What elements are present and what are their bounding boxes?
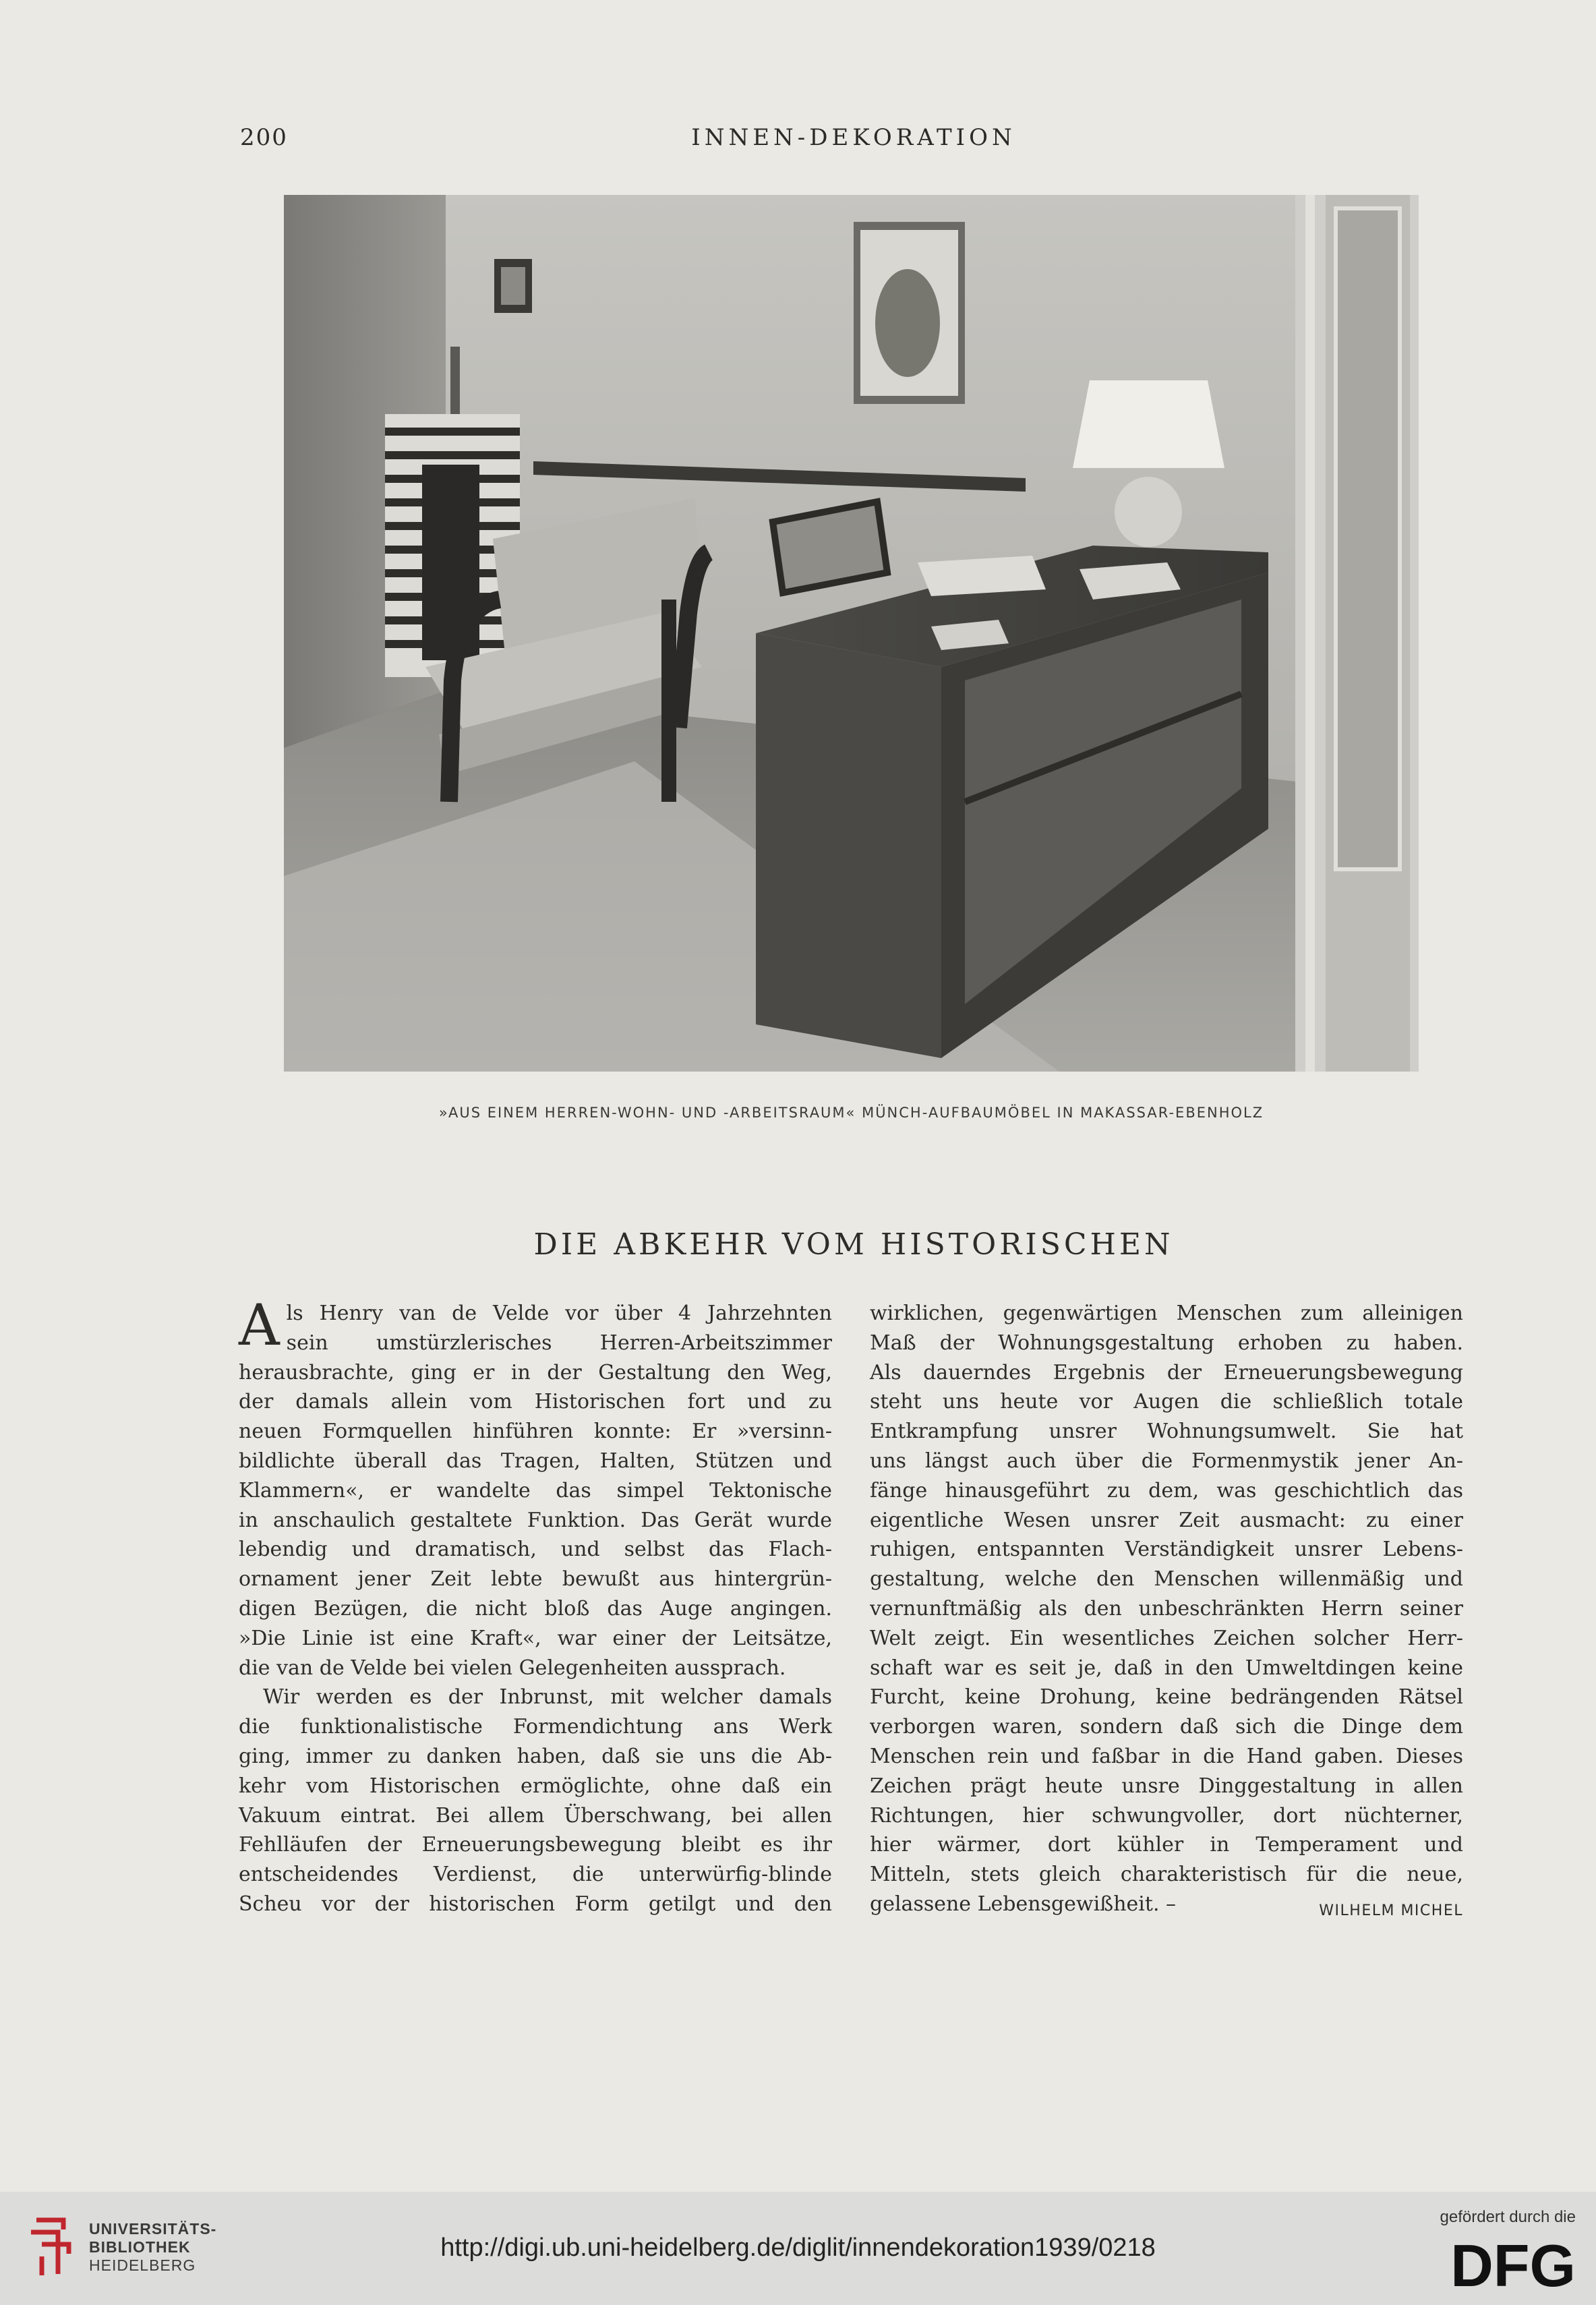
text-line: hier wärmer, dort kühler in Temperament und (870, 1833, 1463, 1857)
text-line: ornament jener Zeit lebte bewußt aus hintergrün- (239, 1567, 832, 1592)
text-line: ls Henry van de Velde vor über 4 Jahrzehnten (286, 1302, 832, 1325)
article-column-left (239, 1292, 832, 1919)
text-line: lebendig und dramatisch, und selbst das Flach- (239, 1538, 832, 1562)
text-line: Als dauerndes Ergebnis der Erneuerungsbewegung (870, 1360, 1463, 1384)
text-line: steht uns heute vor Augen die schließlich totale (870, 1390, 1463, 1414)
text-line: fänge hinausgeführt zu dem, was geschichtlich das (870, 1478, 1463, 1502)
text-line: gestaltung, welche den Menschen willenmäßig und (870, 1567, 1463, 1592)
text-line: eigentliche Wesen unsrer Zeit ausmacht: zu einer (870, 1508, 1463, 1532)
running-head (240, 124, 1467, 158)
text-line: bildlichte überall das Tragen, Halten, Stützen und (239, 1449, 832, 1473)
text-line: Maß der Wohnungsgestaltung erhoben zu haben. (870, 1331, 1463, 1355)
text-line: neuen Formquellen hinführen konnte: Er »versinn- (239, 1420, 832, 1444)
article-title: DIE ABKEHR VOM HISTORISCHEN (533, 1227, 1174, 1262)
text-line: Welt zeigt. Ein wesentliches Zeichen solcher Herr- (870, 1626, 1463, 1650)
text-line: schaft war es seit je, daß in den Umweltdingen keine (870, 1656, 1463, 1680)
text-line: uns längst auch über die Formenmystik jener An- (870, 1449, 1463, 1473)
page-number: 200 (240, 124, 288, 151)
text-line: vernunftmäßig als den unbeschränkten Herrn seiner (870, 1596, 1463, 1621)
text-line: digen Bezügen, die nicht bloß das Auge angingen. (239, 1596, 832, 1621)
text-line: kehr vom Historischen ermöglichte, ohne daß ein (239, 1774, 832, 1798)
text-line: »Die Linie ist eine Kraft«, war einer der Leitsätze, (239, 1626, 832, 1650)
dfg-logo-icon (1421, 2238, 1576, 2292)
text-line: Wir werden es der Inbrunst, mit welcher damals (263, 1685, 832, 1710)
text-line: entscheidendes Verdienst, die unterwürfig-blinde (239, 1863, 832, 1887)
interior-photo (284, 195, 1419, 1072)
text-line: Mitteln, stets gleich charakteristisch für die neue, (870, 1863, 1463, 1887)
text-line: Scheu vor der historischen Form getilgt und den (239, 1892, 832, 1916)
text-line: wirklichen, gegenwärtigen Menschen zum alleinigen (870, 1302, 1463, 1325)
author-signature: WILHELM MICHEL (1319, 1902, 1463, 1919)
funding-label: gefördert durch die (1440, 2208, 1576, 2226)
text-line: Richtungen, hier schwungvoller, dort nüchterner, (870, 1803, 1463, 1828)
dfg-logo-text: DFG (1450, 2238, 1576, 2292)
drop-cap: A (239, 1292, 280, 1358)
text-line: Zeichen prägt heute unsre Dinggestaltung in allen (870, 1774, 1463, 1798)
text-line: verborgen waren, sondern daß sich die Dinge dem (870, 1715, 1463, 1739)
text-line: die funktionalistische Formendichtung ans Werk (239, 1715, 832, 1739)
photo-caption: »AUS EINEM HERREN-WOHN- UND -ARBEITSRAUM« MÜNCH-AUFBAUMÖBEL IN MAKASSAR-EBENHOLZ (438, 1105, 1264, 1121)
permalink-url[interactable]: http://digi.ub.uni-heidelberg.de/diglit/innendekoration1939/0218 (440, 2234, 1156, 2262)
room-illustration (284, 195, 1419, 1072)
text-line: Klammern«, er wandelte das simpel Tektonische (239, 1478, 832, 1502)
text-line: sein umstürzlerisches Herren-Arbeitszimmer (286, 1331, 832, 1355)
text-line: Furcht, keine Drohung, keine bedrängenden Rätsel (870, 1685, 1463, 1710)
text-line: Menschen rein und faßbar in die Hand gaben. Dieses (870, 1744, 1463, 1768)
text-line: ging, immer zu danken haben, daß sie uns die Ab- (239, 1744, 832, 1768)
text-line: gelassene Lebensgewißheit. – WILHELM MICHEL (870, 1890, 1463, 1919)
opening-lines (239, 1292, 832, 1358)
text-line: in anschaulich gestaltete Funktion. Das Gerät wurde (239, 1508, 832, 1532)
text-line: Entkrampfung unsrer Wohnungsumwelt. Sie hat (870, 1420, 1463, 1444)
text-line: die van de Velde bei vielen Gelegenheiten aussprach. (239, 1656, 786, 1680)
text-line: ruhigen, entspannten Verständigkeit unsrer Lebens- (870, 1538, 1463, 1562)
digitization-footer (0, 2192, 1596, 2305)
text-line: herausbrachte, ging er in der Gestaltung den Weg, (239, 1360, 832, 1384)
journal-title: INNEN-DEKORATION (691, 124, 1016, 151)
text-line: Fehlläufen der Erneuerungsbewegung bleibt es ihr (239, 1833, 832, 1857)
library-name: UNIVERSITÄTS- BIBLIOTHEK HEIDELBERG (89, 2220, 217, 2274)
text-line: Vakuum eintrat. Bei allem Überschwang, bei allen (239, 1803, 832, 1828)
text-line: der damals allein vom Historischen fort und zu (239, 1390, 832, 1414)
article-column-right (870, 1299, 1463, 1926)
